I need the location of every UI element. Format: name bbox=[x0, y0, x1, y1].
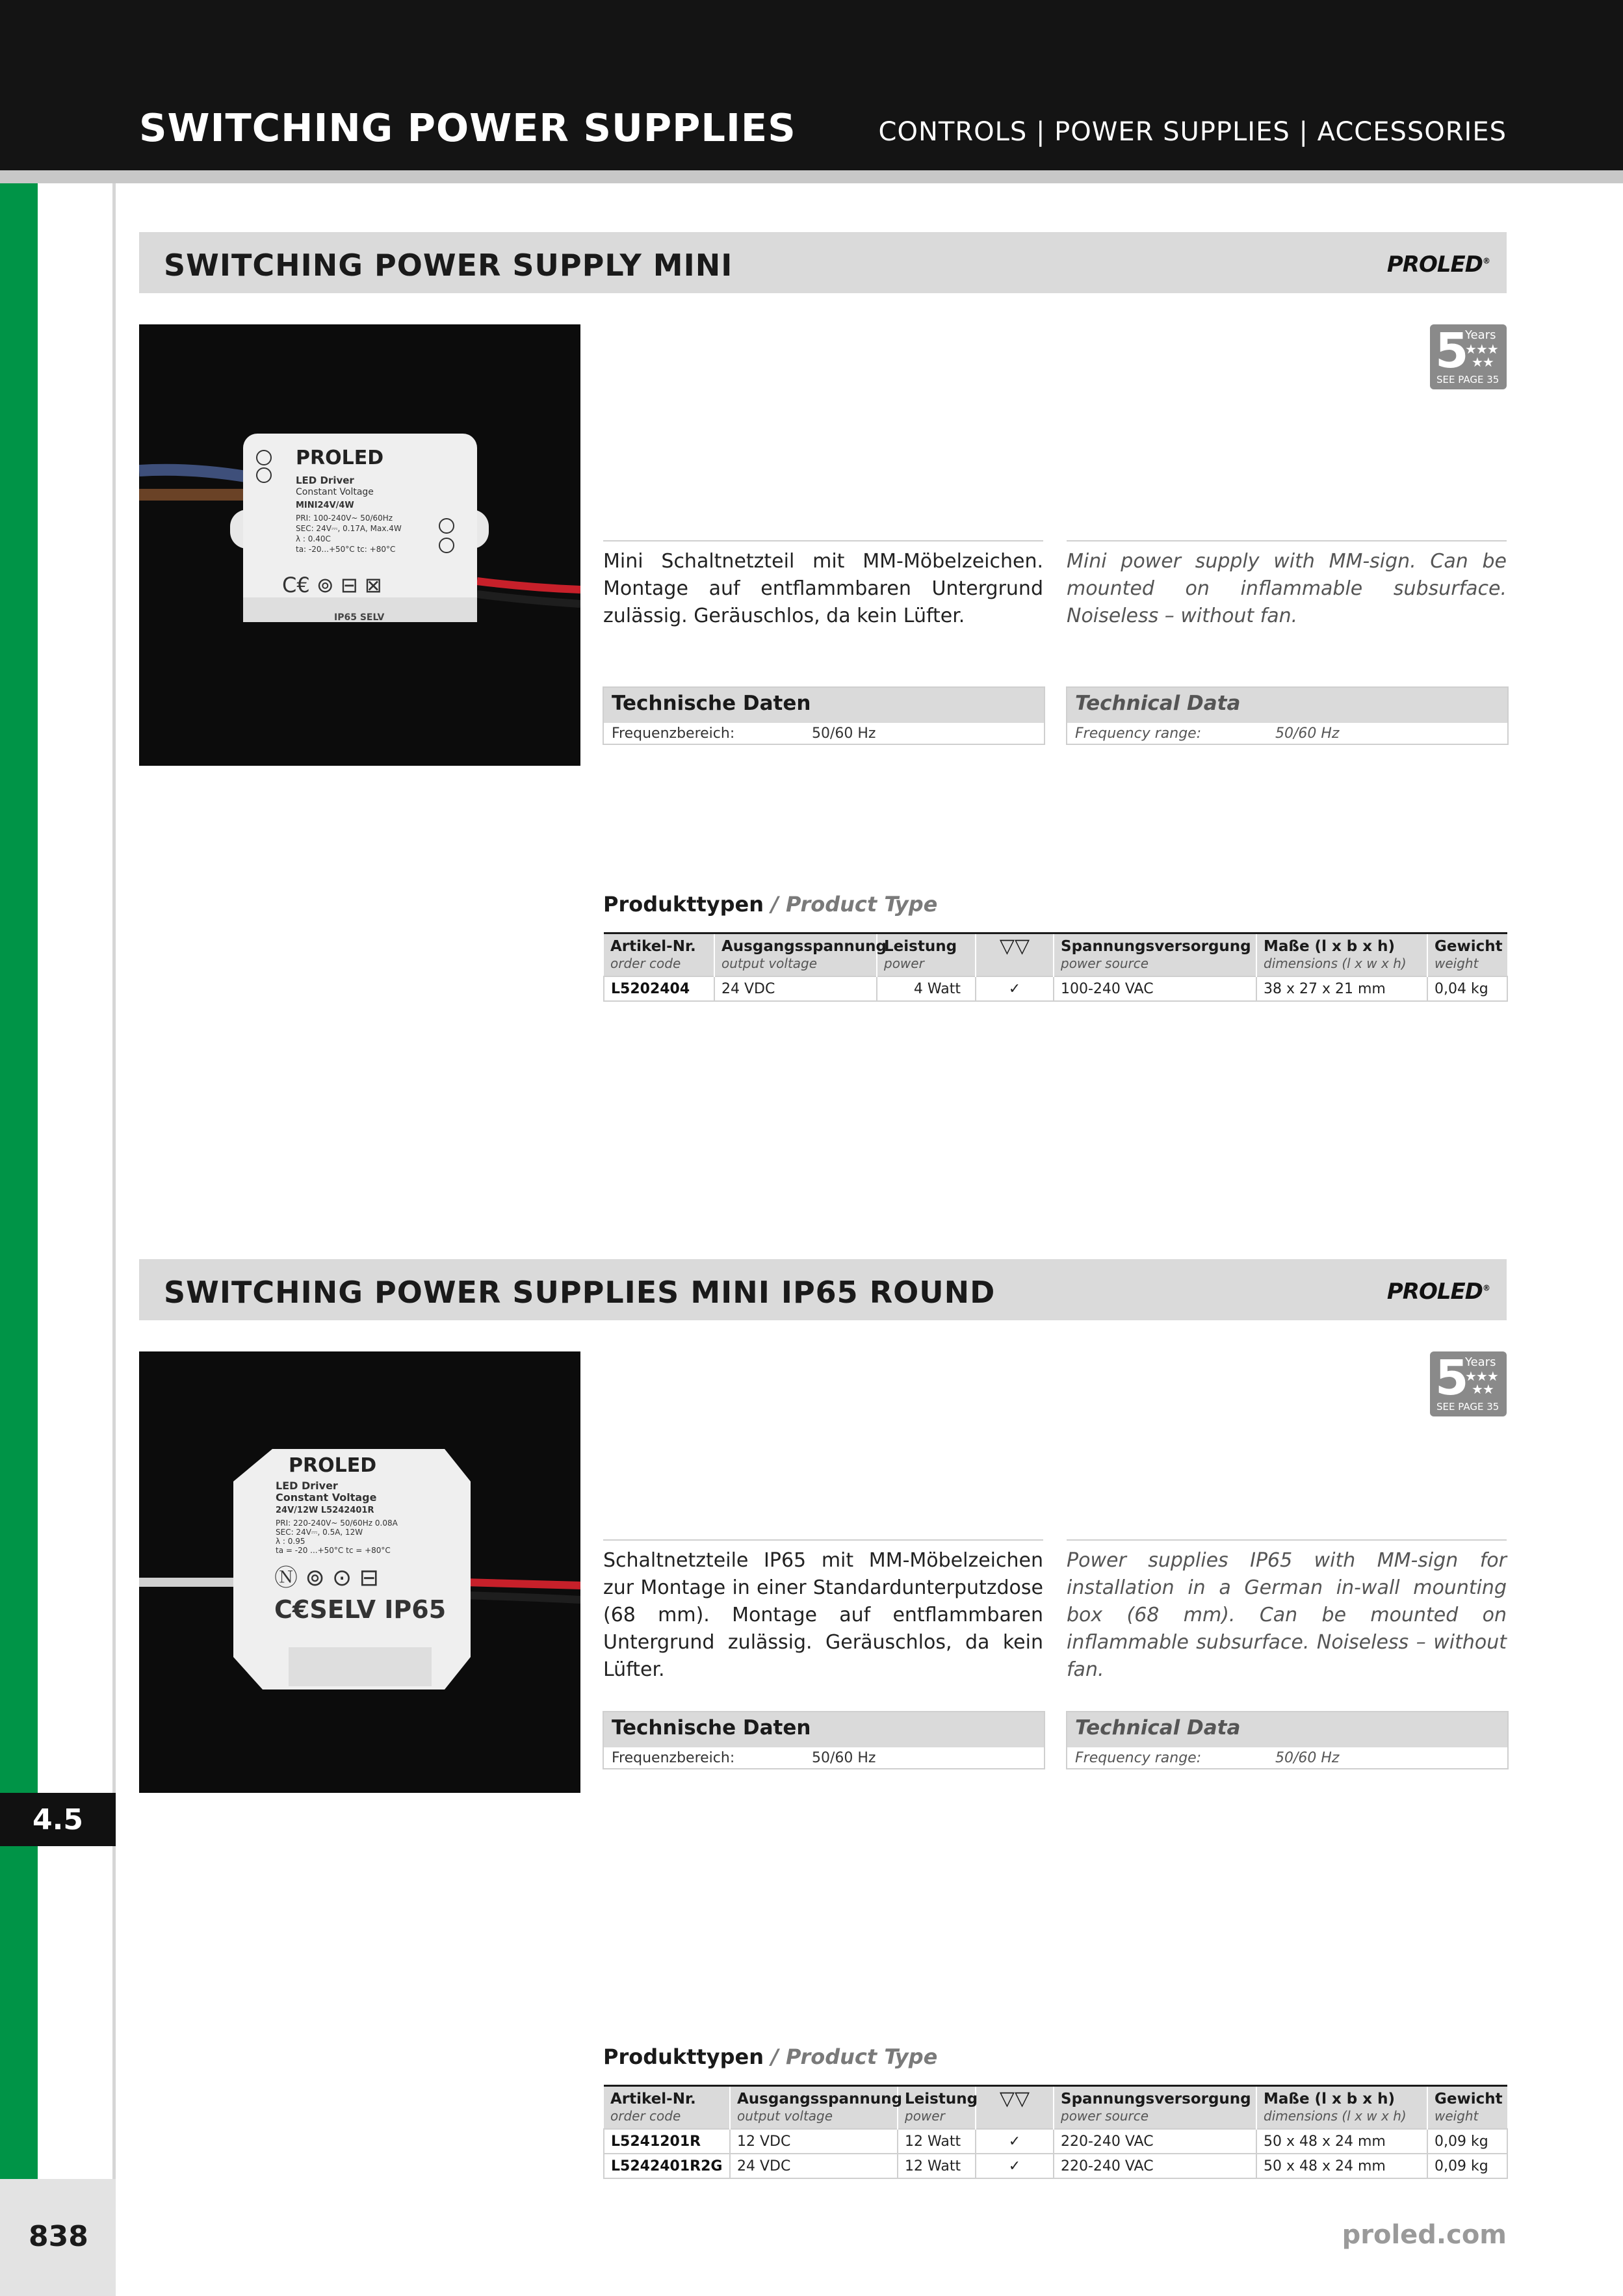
col-power: Leistung power bbox=[898, 2086, 976, 2130]
chapter-color-bar bbox=[0, 183, 38, 2179]
label-line: PRI: 220-240V~ 50/60Hz 0.08A bbox=[276, 1519, 398, 1528]
chapter-tab: 4.5 bbox=[0, 1793, 116, 1846]
col-weight: Gewicht weight bbox=[1427, 2086, 1507, 2130]
tech-data-de bbox=[603, 686, 1045, 745]
label-ip: C€SELV IP65 bbox=[274, 1595, 447, 1624]
tech-data-heading: Technische Daten bbox=[604, 1712, 1044, 1747]
label-line: LED Driver bbox=[276, 1480, 338, 1492]
description-en: Mini power supply with MM-sign. Can be mounted on inflammable subsurface. Noiseless – without fan. bbox=[1067, 550, 1507, 627]
label-ip: IP65 SELV bbox=[334, 612, 385, 623]
brand-logo: PROLED® bbox=[1386, 252, 1490, 278]
tech-data-heading: Technical Data bbox=[1067, 688, 1507, 723]
label-line: 24V/12W L5242401R bbox=[276, 1506, 374, 1515]
warranty-badge: 5 Years ★★★ ★★ SEE PAGE 35 bbox=[1430, 1351, 1507, 1416]
warranty-badge: 5 Years ★★★ ★★ SEE PAGE 35 bbox=[1430, 324, 1507, 389]
col-code: Artikel-Nr. order code bbox=[604, 933, 714, 977]
col-source: Spannungsversorgung power source bbox=[1054, 2086, 1256, 2130]
label-brand: PROLED bbox=[289, 1454, 377, 1477]
table-row: L5242401R2G 24 VDC 12 Watt ✓ 220-240 VAC 50 x 48 x 24 mm 0,09 kg bbox=[604, 2154, 1507, 2178]
col-voltage: Ausgangsspannung output voltage bbox=[714, 933, 877, 977]
tech-label: Frequency range: bbox=[1075, 725, 1202, 742]
label-line: λ : 0.95 bbox=[276, 1537, 305, 1546]
col-dims: Maße (l x b x h) dimensions (l x w x h) bbox=[1256, 933, 1427, 977]
product-type-heading: Produkttypen / Product Type bbox=[603, 892, 938, 917]
label-line: Constant Voltage bbox=[276, 1491, 377, 1504]
product-photo bbox=[139, 324, 580, 766]
page-number: 838 bbox=[29, 2220, 88, 2253]
product-photo bbox=[139, 1351, 580, 1793]
product-type-heading: Produkttypen / Product Type bbox=[603, 2044, 938, 2069]
tech-value: 50/60 Hz bbox=[1275, 1750, 1340, 1766]
label-marks: Ⓝ ⊚ ⊙ ⊟ bbox=[274, 1565, 379, 1591]
label-line: MINI24V/4W bbox=[296, 501, 354, 510]
divider bbox=[1067, 540, 1507, 541]
table-row: L5202404 24 VDC 4 Watt ✓ 100-240 VAC 38 x 27 x 21 mm 0,04 kg bbox=[604, 976, 1507, 1001]
tech-value: 50/60 Hz bbox=[1275, 725, 1340, 742]
description-de: Mini Schaltnetzteil mit MM-Möbelzeichen. Montage auf entflammbaren Untergrund zulässig. Geräuschlos, da kein Lüfter. bbox=[603, 550, 1043, 627]
section-title: SWITCHING POWER SUPPLIES MINI IP65 ROUND bbox=[164, 1275, 996, 1310]
tech-data-de bbox=[603, 1711, 1045, 1769]
description-en: Power supplies IP65 with MM-sign for installation in a German in-wall mounting box (68 mm). Can be mounted on inflammable subsurface. Noiseless – without fan. bbox=[1067, 1549, 1507, 1681]
power-supply-image bbox=[139, 1351, 580, 1793]
label-line: λ : 0.40C bbox=[296, 534, 331, 543]
col-power: Leistung power bbox=[877, 933, 976, 977]
description-de: Schaltnetzteile IP65 mit MM-Möbelzeichen zur Montage in einer Standardunterputzdose (68 mm). Montage auf entflammbaren Untergrund zulässig. Geräuschlos, da kein Lüfter. bbox=[603, 1549, 1043, 1681]
label-line: LED Driver bbox=[296, 475, 354, 486]
col-source: Spannungsversorgung power source bbox=[1054, 933, 1256, 977]
col-mm-sign: ▽▽ bbox=[976, 933, 1054, 977]
power-supply-image bbox=[139, 324, 580, 766]
divider bbox=[603, 540, 1043, 541]
tech-data-en bbox=[1066, 1711, 1509, 1769]
col-code: Artikel-Nr. order code bbox=[604, 2086, 730, 2130]
col-weight: Gewicht weight bbox=[1427, 933, 1507, 977]
margin-line bbox=[112, 183, 116, 2296]
brand-logo: PROLED® bbox=[1386, 1279, 1490, 1305]
section-title: SWITCHING POWER SUPPLY MINI bbox=[164, 248, 733, 283]
tech-data-heading: Technical Data bbox=[1067, 1712, 1507, 1747]
label-line: Constant Voltage bbox=[296, 487, 374, 497]
product-table bbox=[603, 932, 1508, 1002]
tech-label: Frequenzbereich: bbox=[612, 1750, 735, 1766]
page-title: SWITCHING POWER SUPPLIES bbox=[139, 105, 796, 150]
label-brand: PROLED bbox=[296, 447, 384, 469]
divider bbox=[1067, 1539, 1507, 1541]
section-title-bar bbox=[139, 1259, 1507, 1320]
col-dims: Maße (l x b x h) dimensions (l x w x h) bbox=[1256, 2086, 1427, 2130]
label-line: SEC: 24V⎓, 0.5A, 12W bbox=[276, 1528, 363, 1537]
label-line: ta = -20 ...+50°C tc = +80°C bbox=[276, 1546, 391, 1555]
product-table bbox=[603, 2085, 1508, 2179]
tech-label: Frequenzbereich: bbox=[612, 725, 735, 742]
section-title-bar bbox=[139, 232, 1507, 293]
tech-data-en bbox=[1066, 686, 1509, 745]
label-line: PRI: 100-240V~ 50/60Hz bbox=[296, 514, 393, 523]
category-nav: CONTROLS | POWER SUPPLIES | ACCESSORIES bbox=[878, 117, 1507, 147]
tech-value: 50/60 Hz bbox=[812, 1750, 876, 1766]
col-voltage: Ausgangsspannung output voltage bbox=[730, 2086, 898, 2130]
label-line: ta: -20...+50°C tc: +80°C bbox=[296, 545, 396, 554]
table-row: L5241201R 12 VDC 12 Watt ✓ 220-240 VAC 50 x 48 x 24 mm 0,09 kg bbox=[604, 2129, 1507, 2154]
label-marks: C€ ⊚ ⊟ ⊠ bbox=[282, 573, 382, 597]
website-url: proled.com bbox=[1342, 2220, 1507, 2250]
divider bbox=[603, 1539, 1043, 1541]
col-mm-sign: ▽▽ bbox=[976, 2086, 1054, 2130]
tech-label: Frequency range: bbox=[1075, 1750, 1202, 1766]
tech-value: 50/60 Hz bbox=[812, 725, 876, 742]
header-divider bbox=[0, 170, 1623, 183]
tech-data-heading: Technische Daten bbox=[604, 688, 1044, 723]
label-line: SEC: 24V⎓, 0.17A, Max.4W bbox=[296, 524, 402, 533]
